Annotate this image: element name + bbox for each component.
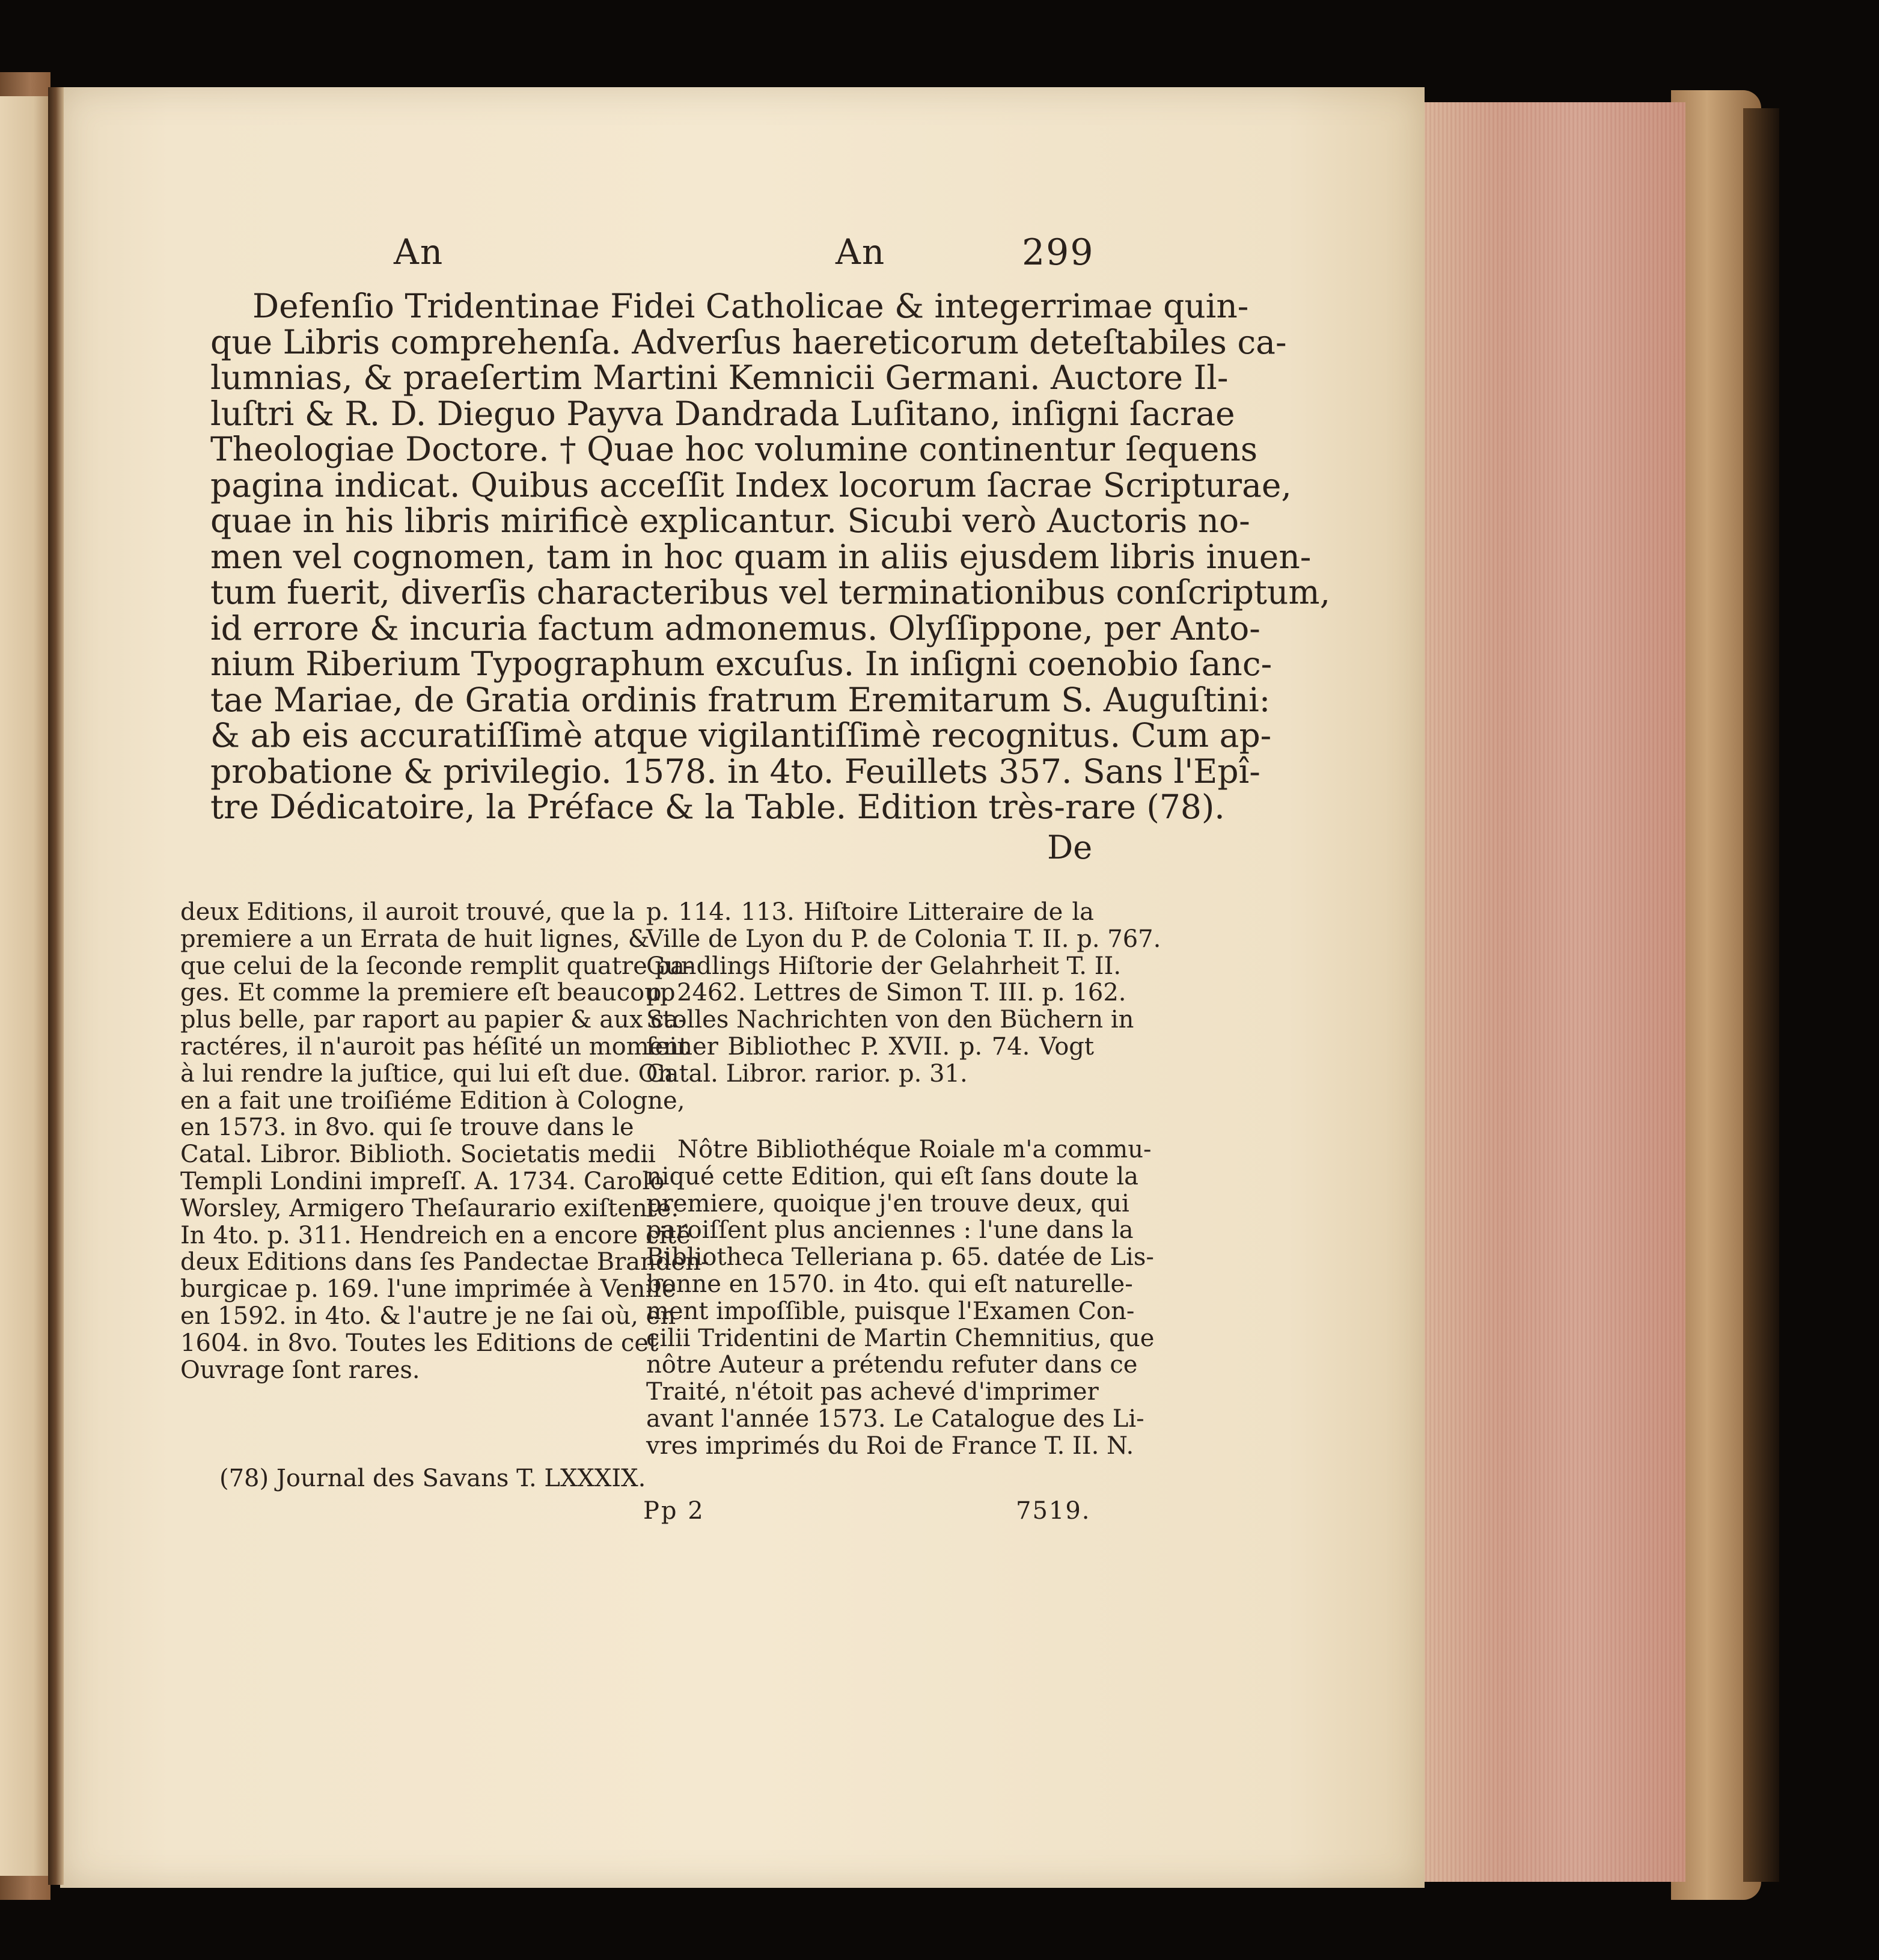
- column-line: Ouvrage ſont rares.: [180, 1356, 420, 1384]
- cover-shadow: [1743, 108, 1779, 1882]
- main-entry: [210, 287, 1331, 826]
- catchword-column: 7519.: [1016, 1497, 1091, 1525]
- column-line: vres imprimés du Roi de France T. II. N.: [646, 1432, 1134, 1460]
- column-line: avant l'année 1573. Le Catalogue des Li-: [646, 1404, 1144, 1433]
- column-line: premiere a un Errata de huit lignes, &: [180, 925, 650, 953]
- right-column-note: [646, 1136, 1155, 1460]
- column-line: ment impoſſible, puisque l'Examen Con-: [646, 1297, 1135, 1325]
- right-column-references: [646, 898, 1161, 1088]
- column-line: en 1573. in 8vo. qui ſe trouve dans le: [180, 1113, 634, 1142]
- column-line: Catal. Libror. rarior. p. 31.: [646, 1059, 968, 1088]
- column-line: Bibliotheca Telleriana p. 65. datée de Lis-: [646, 1243, 1154, 1272]
- column-line: Worsley, Armigero Theſaurario exiſtente.: [180, 1194, 679, 1222]
- main-line: tum fuerit, diverſis characteribus vel terminationibus conſcriptum,: [210, 573, 1331, 611]
- catchword-main: De: [1047, 828, 1093, 866]
- column-line: Nôtre Bibliothéque Roiale m'a commu-: [677, 1136, 1152, 1163]
- column-line: nôtre Auteur a prétendu refuter dans ce: [646, 1351, 1138, 1379]
- column-line: ractéres, il n'auroit pas héſité un moment: [180, 1032, 689, 1061]
- column-line: Catal. Libror. Biblioth. Societatis medii: [180, 1141, 656, 1169]
- gutter: [48, 87, 64, 1885]
- main-line: id errore & incuria factum admonemus. Olyſſippone, per Anto-: [210, 608, 1260, 648]
- column-line: bonne en 1570. in 4to. qui eſt naturelle-: [646, 1270, 1133, 1298]
- main-line: tae Mariae, de Gratia ordinis fratrum Eremitarum S. Auguſtini:: [210, 680, 1271, 719]
- column-line: Gundlings Hiſtorie der Gelahrheit T. II.: [646, 952, 1122, 980]
- page-number: 299: [1022, 231, 1095, 274]
- column-line: deux Editions, il auroit trouvé, que la: [180, 898, 635, 926]
- main-line: probatione & privilegio. 1578. in 4to. Feuillets 357. Sans l'Epî-: [210, 752, 1260, 791]
- main-line: quae in his libris mirificè explicantur. Sicubi verò Auctoris no-: [210, 501, 1250, 540]
- main-line: que Libris comprehenſa. Adverſus haereticorum deteſtabiles ca-: [210, 322, 1287, 361]
- left-page-edge: [0, 96, 48, 1876]
- main-line: nium Riberium Typographum excuſus. In inſigni coenobio ſanc-: [210, 645, 1273, 683]
- column-line: Templi Londini impreſſ. A. 1734. Carolo: [180, 1167, 665, 1195]
- footnote-78: (78) Journal des Savans T. LXXXIX.: [219, 1465, 646, 1492]
- column-line: niqué cette Edition, qui eſt ſans doute la: [646, 1162, 1139, 1190]
- main-line: Defenſio Tridentinae Fidei Catholicae & integerrimae quin-: [252, 287, 1249, 325]
- column-line: à lui rendre la juſtice, qui lui eſt due. On: [180, 1059, 674, 1088]
- main-line: pagina indicat. Quibus acceſſit Index locorum ſacrae Scripturae,: [210, 465, 1292, 504]
- column-line: Stolles Nachrichten von den Büchern in: [646, 1006, 1134, 1034]
- left-column: [180, 898, 709, 1384]
- column-line: p. 114. 113. Hiſtoire Litteraire de la: [646, 898, 1094, 926]
- column-line: In 4to. p. 311. Hendreich en a encore cité: [180, 1221, 691, 1249]
- column-line: p. 2462. Lettres de Simon T. III. p. 162.: [646, 979, 1126, 1007]
- running-head-center: An: [836, 231, 886, 272]
- main-line: lumnias, & praeſertim Martini Kemnicii Germani. Auctore Il-: [210, 358, 1229, 397]
- column-line: paroiſſent plus anciennes : l'une dans la: [646, 1216, 1134, 1245]
- column-line: burgicae p. 169. l'une imprimée à Veniſe: [180, 1275, 676, 1303]
- running-head-left: An: [394, 231, 444, 272]
- column-line: cilii Tridentini de Martin Chemnitius, que: [646, 1324, 1155, 1352]
- column-line: 1604. in 8vo. Toutes les Editions de cet: [180, 1329, 659, 1357]
- main-line: tre Dédicatoire, la Préface & la Table. Edition très-rare (78).: [210, 788, 1225, 826]
- main-line: luſtri & R. D. Dieguo Payva Dandrada Luſitano, inſigni ſacrae: [210, 394, 1235, 433]
- page-fore-edge: [1419, 102, 1685, 1882]
- column-line: Traité, n'étoit pas achevé d'imprimer: [646, 1378, 1099, 1406]
- column-line: que celui de la ſeconde remplit quatre pa-: [180, 952, 693, 980]
- column-line: en 1592. in 4to. & l'autre je ne ſai où, en: [180, 1302, 676, 1330]
- column-line: plus belle, par raport au papier & aux ca-: [180, 1006, 686, 1034]
- main-line: men vel cognomen, tam in hoc quam in aliis ejusdem libris inuen-: [210, 537, 1312, 576]
- column-line: ges. Et comme la premiere eſt beaucoup: [180, 979, 676, 1007]
- main-line: Theologiae Doctore. † Quae hoc volumine continentur ſequens: [210, 430, 1258, 468]
- column-line: deux Editions dans ſes Pandectae Branden-: [180, 1248, 709, 1276]
- column-line: ſeiner Bibliothec P. XVII. p. 74. Vogt: [646, 1032, 1094, 1061]
- signature-mark: Pp 2: [643, 1497, 705, 1525]
- column-line: en a fait une troiſiéme Edition à Cologne,: [180, 1086, 685, 1115]
- main-line: & ab eis accuratiſſimè atque vigilantiſſimè recognitus. Cum ap-: [210, 716, 1272, 755]
- column-line: premiere, quoique j'en trouve deux, qui: [646, 1189, 1129, 1217]
- column-line: Ville de Lyon du P. de Colonia T. II. p. 767.: [646, 925, 1161, 953]
